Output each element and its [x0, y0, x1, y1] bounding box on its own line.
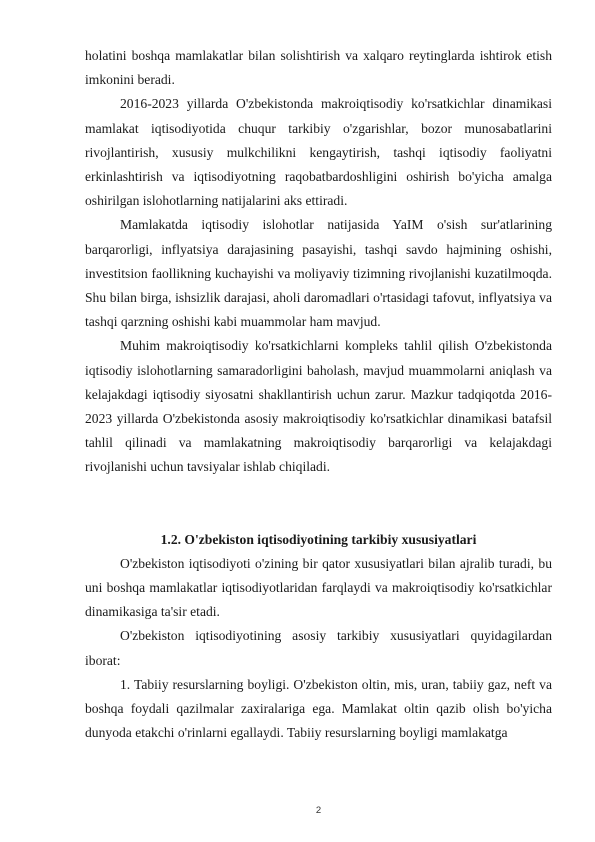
paragraph-dynamics-intro: 2016-2023 yillarda O'zbekistonda makroiqtisodiy ko'rsatkichlar dinamikasi mamlakat iqtisodiyotida chuqur tarkibiy o'zgarishlar, bozor munosabatlarini rivojlantirish, xususiy mulkchilikni kengaytirish, tashqi iqtisodiy faoliyatni erkinlashtirish va iqtisodiyotning raqobatbardoshligini oshirish bo'yicha amalga oshirilgan islohotlarning natijalarini aks ettiradi. — [85, 96, 552, 209]
section-heading: 1.2. O'zbekiston iqtisodiyotining tarkibiy xususiyatlari — [160, 531, 477, 547]
list-item-natural-resources: 1. Tabiiy resurslarning boyligi. O'zbekiston oltin, mis, uran, tabiiy gaz, neft va boshqa foydali qazilmalar zaxiralariga ega. Mamlakat oltin qazib olish bo'yicha dunyoda etakchi o'rinlarni egallaydi. Tabiiy resurslarning boyligi mamlakatga — [85, 676, 552, 741]
page-body — [85, 44, 552, 745]
paragraph-reform-results: Mamlakatda iqtisodiy islohotlar natijasida YaIM o'sish sur'atlarining barqarorligi, inflyatsiya darajasining pasayishi, tashqi savdo hajmining oshishi, investitsion faollikning kuchayishi va moliyaviy tizimning rivojlanishi kuzatilmoqda. Shu bilan birga, ishsizlik darajasi, aholi daromadlari o'rtasidagi tafovut, inflyatsiya va tashqi qarzning oshishi kabi muammolar ham mavjud. — [85, 217, 552, 330]
section-spacer — [85, 480, 552, 528]
paragraph-economy-features: O'zbekiston iqtisodiyoti o'zining bir qator xususiyatlari bilan ajralib turadi, bu uni boshqa mamlakatlar iqtisodiyotlaridan farqlaydi va makroiqtisodiy ko'rsatkichlar dinamikasiga ta'sir etadi. — [85, 555, 552, 620]
paragraph-research-aim: Muhim makroiqtisodiy ko'rsatkichlarni kompleks tahlil qilish O'zbekistonda iqtisodiy islohotlarning samaradorligini baholash, mavjud muammolarni aniqlash va kelajakdagi iqtisodiy siyosatni shakllantirish uchun zarur. Mazkur tadqiqotda 2016-2023 yillarda O'zbekistonda asosiy makroiqtisodiy ko'rsatkichlar dinamikasi batafsil tahlil qilinadi va mamlakatning makroiqtisodiy barqarorligi va kelajakdagi rivojlanishi uchun tavsiyalar ishlab chiqiladi. — [85, 338, 552, 475]
paragraph-continuation: holatini boshqa mamlakatlar bilan solishtirish va xalqaro reytinglarda ishtirok etish imkonini beradi. — [85, 48, 552, 88]
page-number: 2 — [315, 805, 322, 816]
paragraph-features-list-intro: O'zbekiston iqtisodiyotining asosiy tarkibiy xususiyatlari quyidagilardan iborat: — [85, 628, 552, 668]
